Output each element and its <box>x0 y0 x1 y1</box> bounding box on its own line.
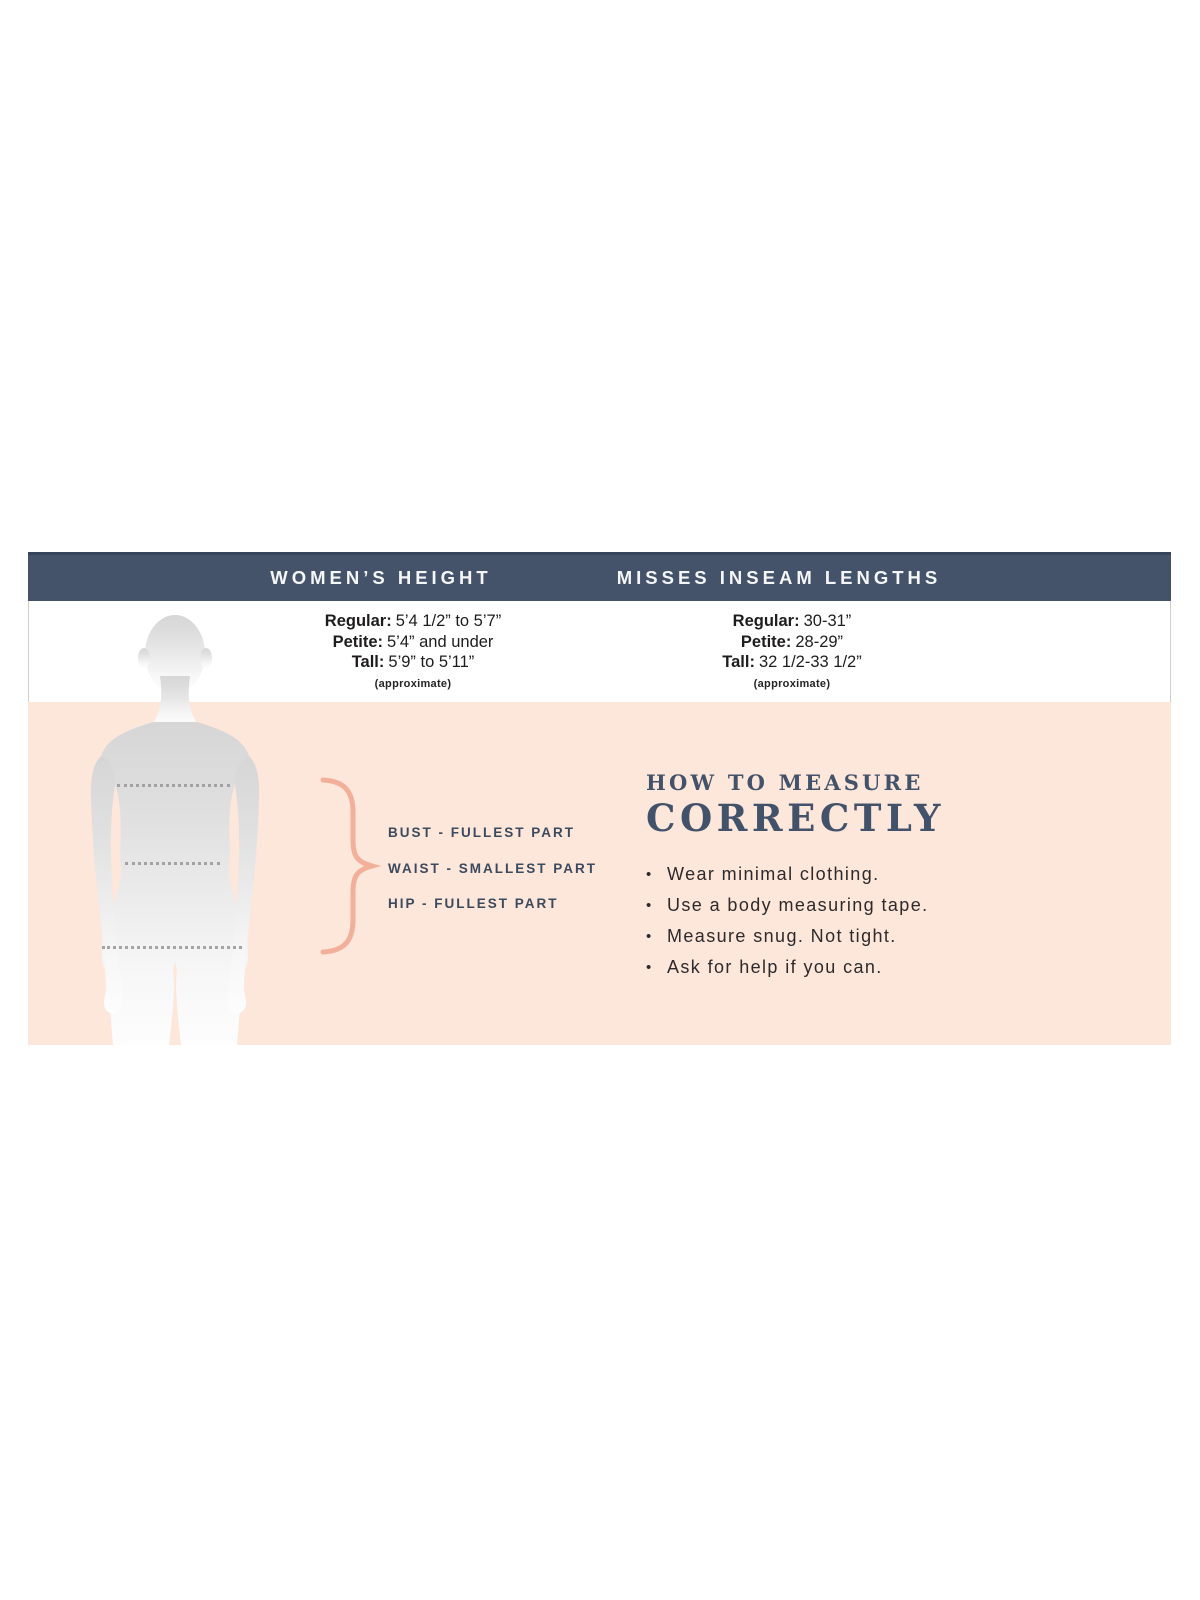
measure-point-label-hip: HIP - FULLEST PART <box>388 895 559 911</box>
silhouette-torso <box>101 722 249 1045</box>
size-guide-panel <box>28 552 1171 1045</box>
hip-dotted-line <box>102 946 242 949</box>
spec-row <box>482 652 1102 673</box>
how-to-title-line2: CORRECTLY <box>646 796 945 840</box>
tip-text: Ask for help if you can. <box>667 957 883 977</box>
silhouette-left-ear <box>138 648 150 668</box>
tip-item <box>646 952 1126 983</box>
header-bar <box>28 552 1171 601</box>
height-column-header: WOMEN’S HEIGHT <box>270 567 492 588</box>
tips-list <box>646 859 1126 983</box>
tip-text: Measure snug. Not tight. <box>667 926 897 946</box>
spec-label: Tall: <box>351 653 385 671</box>
inseam-specs <box>482 611 1102 694</box>
bust-dotted-line <box>117 784 230 787</box>
body-silhouette-figure <box>55 610 295 1045</box>
curly-brace-icon <box>315 770 381 962</box>
waist-dotted-line <box>125 862 220 865</box>
spec-label: Regular: <box>732 612 800 630</box>
spec-label: Tall: <box>722 653 755 671</box>
approximate-note: (approximate) <box>753 677 831 690</box>
silhouette-right-ear <box>200 648 212 668</box>
tip-item <box>646 921 1126 952</box>
tip-item <box>646 859 1126 890</box>
bullet-icon: • <box>646 866 653 883</box>
tip-text: Wear minimal clothing. <box>667 864 880 884</box>
measure-point-label-bust: BUST - FULLEST PART <box>388 824 575 840</box>
spec-value: 5’4” and under <box>387 632 494 651</box>
spec-value: 28-29” <box>795 632 844 651</box>
how-to-title-line1: HOW TO MEASURE <box>646 770 924 795</box>
spec-value: 32 1/2-33 1/2” <box>758 653 862 671</box>
bullet-icon: • <box>646 897 653 914</box>
measure-point-label-waist: WAIST - SMALLEST PART <box>388 860 597 876</box>
approximate-note: (approximate) <box>374 677 452 690</box>
spec-label: Regular: <box>324 612 392 630</box>
how-to-measure-block <box>646 770 1126 983</box>
silhouette-left-arm <box>91 756 122 1014</box>
silhouette-right-arm <box>228 756 259 1014</box>
tip-item <box>646 890 1126 921</box>
spec-value: 5’4 1/2” to 5’7” <box>395 612 502 630</box>
spec-label: Petite: <box>332 632 383 651</box>
inseam-column-header: MISSES INSEAM LENGTHS <box>616 567 942 588</box>
bullet-icon: • <box>646 928 653 945</box>
spec-value: 30-31” <box>803 612 852 630</box>
spec-row <box>482 632 1102 653</box>
spec-label: Petite: <box>740 632 792 651</box>
spec-row <box>482 611 1102 632</box>
bullet-icon: • <box>646 959 653 976</box>
spec-value: 5’9” to 5’11” <box>388 653 475 671</box>
tip-text: Use a body measuring tape. <box>667 895 929 915</box>
